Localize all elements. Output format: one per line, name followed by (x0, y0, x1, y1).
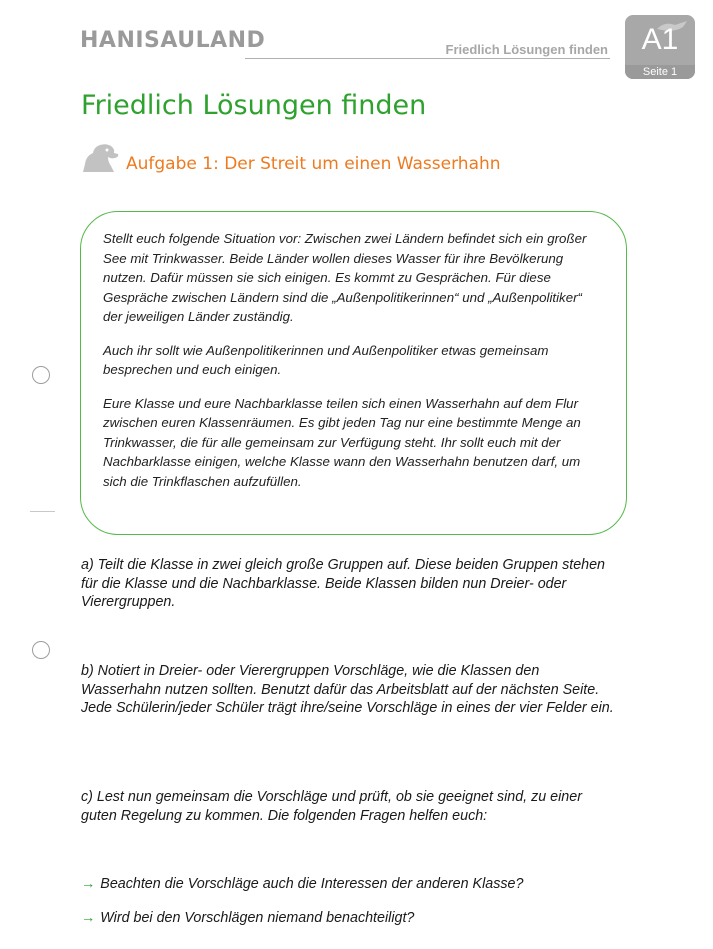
task-b: b) Notiert in Dreier- oder Vierergruppen Vorschläge, wie die Klassen den Wasserhahn nutzen sollten. Benutzt dafür das Arbeitsblatt auf der nächsten Seite. Jede Schülerin/jeder Schüler trägt ihre/seine Vorschläge in eines der vier Felder ein. (81, 663, 614, 716)
task-heading: Aufgabe 1: Der Streit um einen Wasserhahn (126, 154, 501, 174)
punch-hole (32, 366, 50, 384)
task-c: c) Lest nun gemeinsam die Vorschläge und prüft, ob sie geeignet sind, zu einer guten Regelung zu kommen. Die folgenden Fragen helfen euch: (81, 789, 582, 824)
arrow-right-icon: → (81, 910, 96, 926)
worksheet-badge (625, 15, 695, 79)
dinosaur-icon (80, 142, 120, 174)
header-divider (245, 58, 610, 59)
task-a: a) Teilt die Klasse in zwei gleich große Gruppen auf. Diese beiden Gruppen stehen für die Klasse und die Nachbarklasse. Beide Klassen bilden nun Dreier- oder Vierergruppen. (81, 557, 606, 610)
question-item (81, 910, 414, 926)
arrow-right-icon: → (81, 876, 96, 892)
hanisauland-logo: HANISAULAND (80, 28, 266, 53)
question-text: Wird bei den Vorschlägen niemand benachteiligt? (100, 910, 415, 926)
fold-mark (30, 511, 55, 512)
header-title: Friedlich Lösungen finden (445, 42, 608, 57)
badge-page: Seite 1 (625, 65, 695, 79)
question-item (81, 876, 523, 892)
situation-paragraph: Auch ihr sollt wie Außenpolitikerinnen und Außenpolitiker etwas gemeinsam besprechen und euch einigen. (103, 342, 549, 377)
situation-paragraph: Stellt euch folgende Situation vor: Zwischen zwei Ländern befindet sich ein großer See mit Trinkwasser. Beide Länder wollen dieses Wasser für ihre Bevölkerung nutzen. Dafür müssen sie sich einigen. Es kommt zu Gesprächen. Für diese Gespräche zwischen Ländern sind die „Außenpolitikerinnen“ und „Außenpolitiker“ der jeweiligen Länder zuständig. (103, 231, 587, 324)
badge-label: A1 (641, 23, 679, 56)
question-text: Beachten die Vorschläge auch die Interessen der anderen Klasse? (100, 876, 524, 892)
situation-box (80, 211, 627, 535)
situation-paragraph: Eure Klasse und eure Nachbarklasse teilen sich einen Wasserhahn auf dem Flur zwischen euren Klassenräumen. Es gibt jeden Tag nur eine bestimmte Menge an Trinkwasser, die für alle gemeinsam zur Verfügung steht. Ihr sollt euch mit der Nachbarklasse einigen, welche Klasse wann den Wasserhahn benutzen darf, um sich die Trinkflaschen aufzufüllen. (103, 395, 581, 489)
page-title: Friedlich Lösungen finden (81, 90, 427, 121)
punch-hole (32, 641, 50, 659)
